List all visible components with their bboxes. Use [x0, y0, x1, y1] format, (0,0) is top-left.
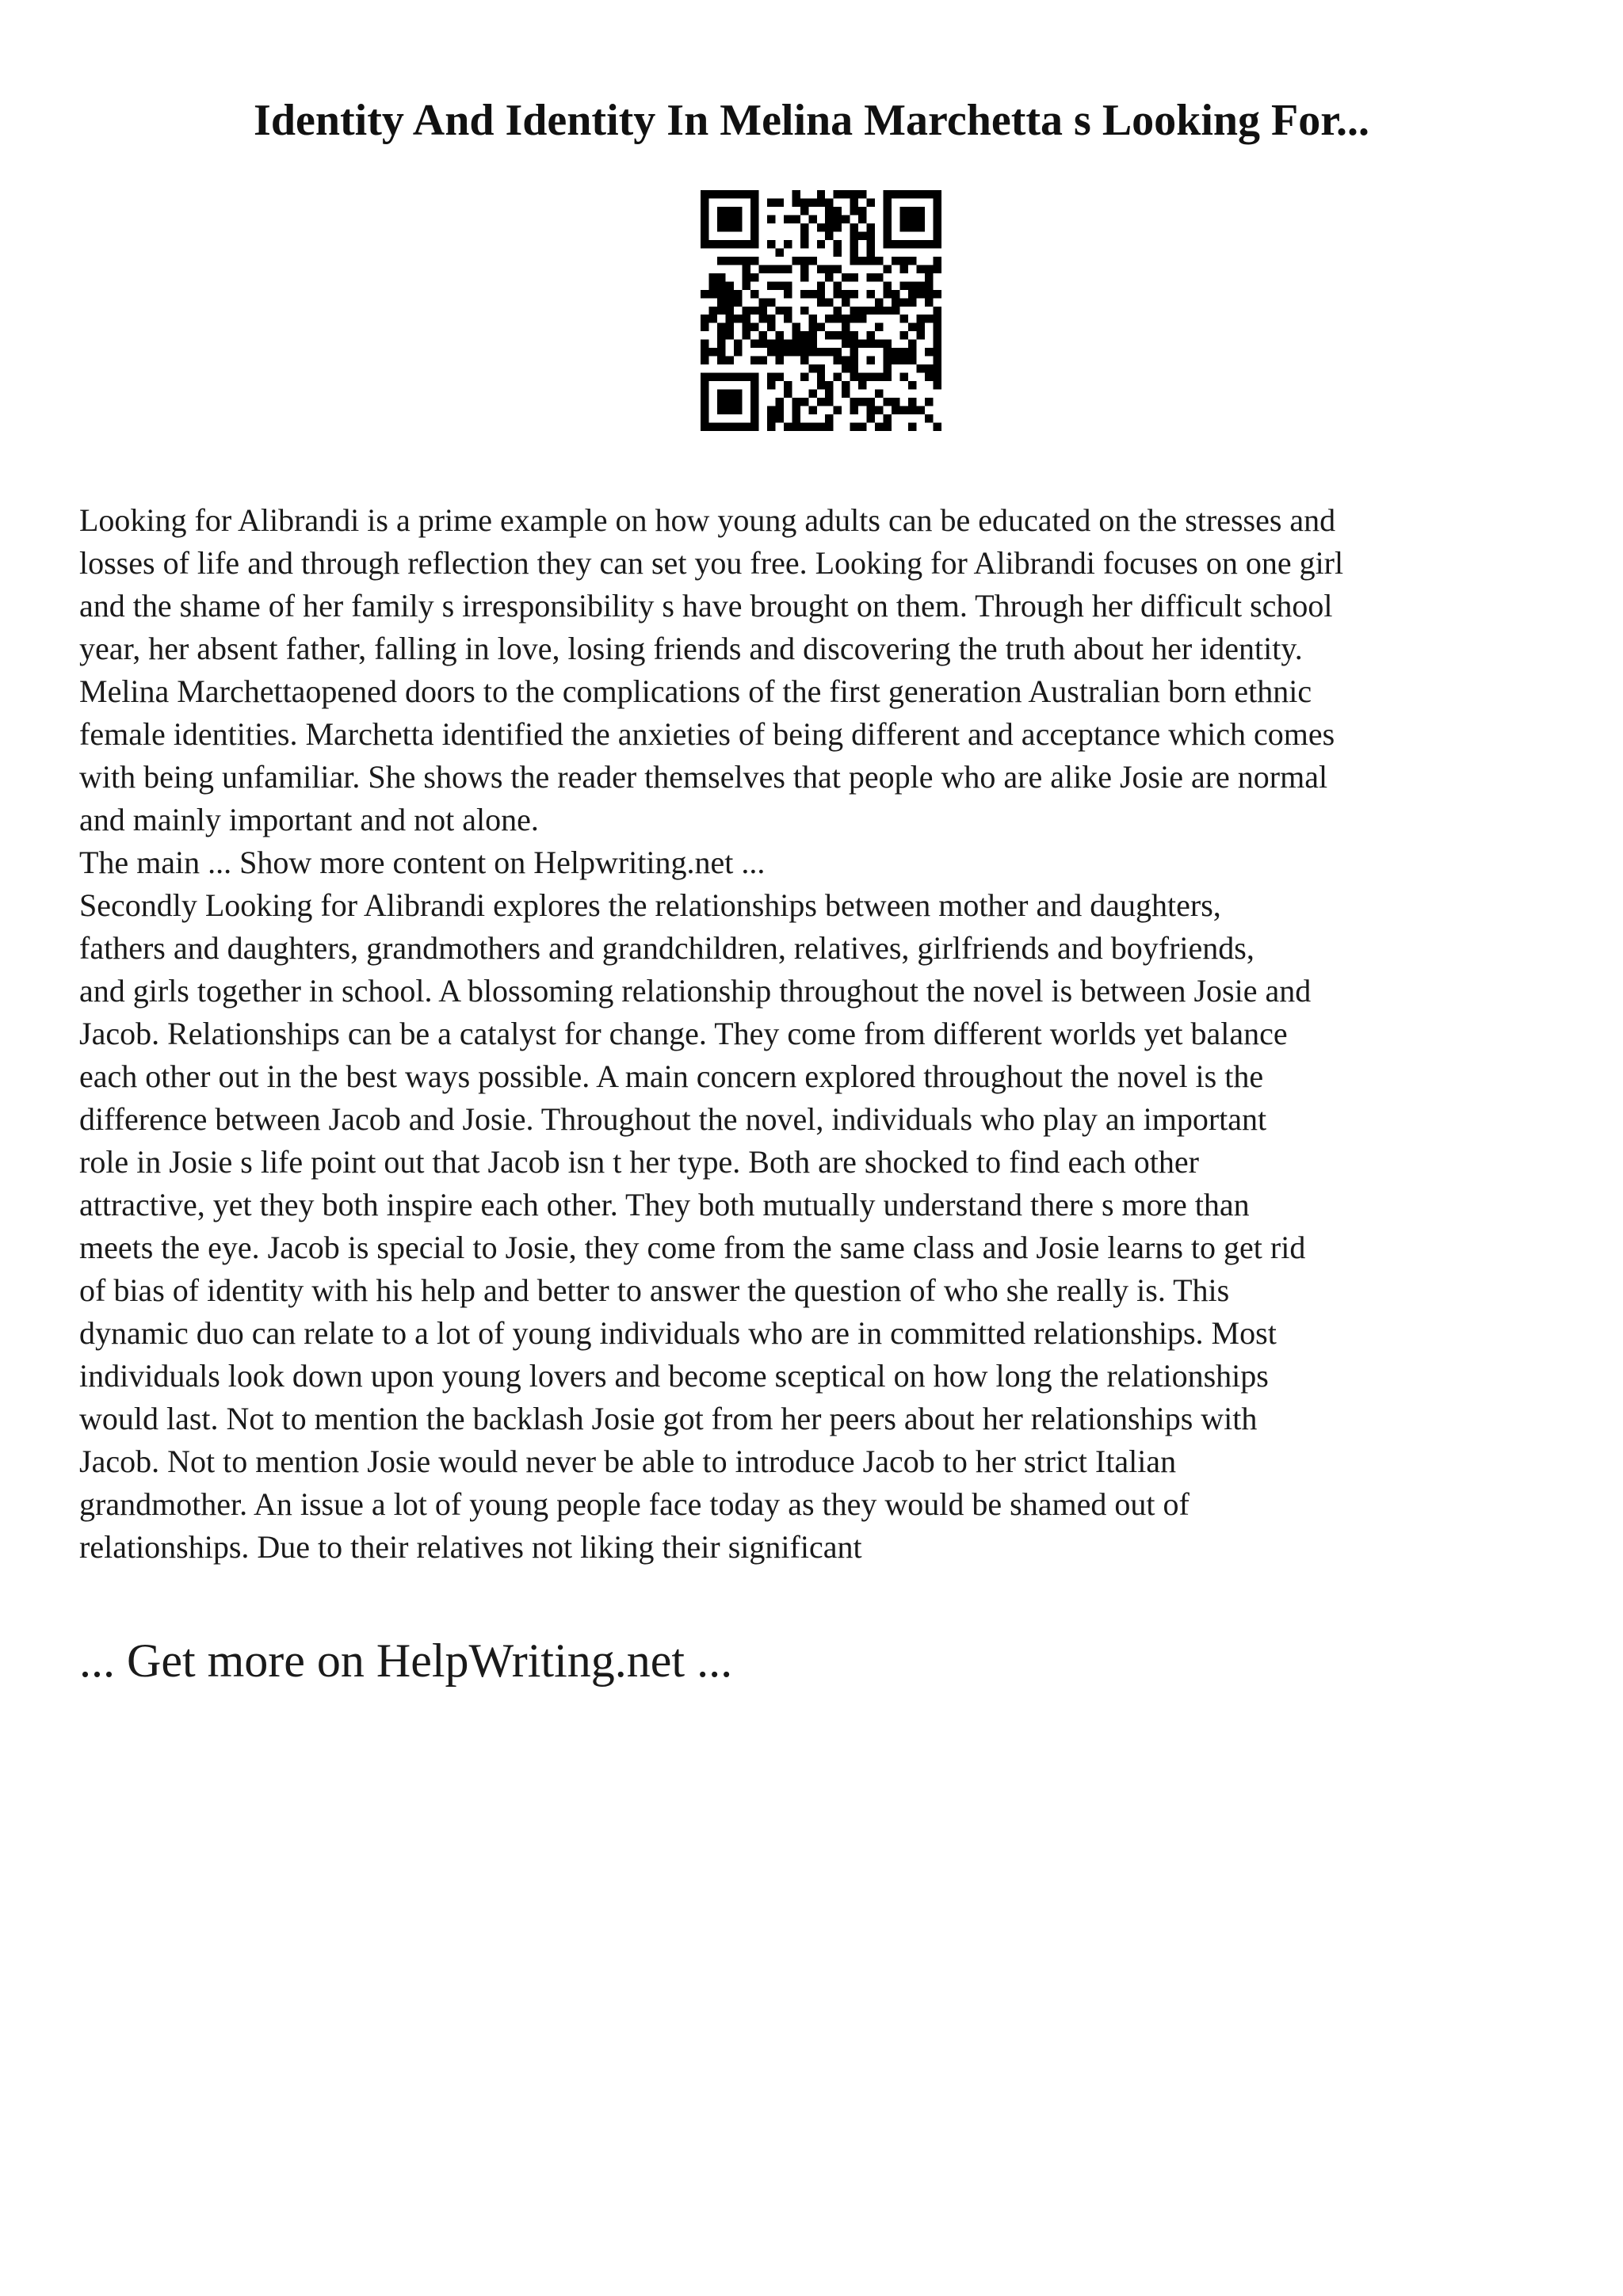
text-line: individuals look down upon young lovers and become sceptical on how long the relationships [79, 1358, 1269, 1394]
text-line: and girls together in school. A blossoming relationship throughout the novel is between Josie and [79, 973, 1312, 1009]
text-line: Secondly Looking for Alibrandi explores the relationships between mother and daughters, [79, 887, 1221, 923]
text-line: each other out in the best ways possible. A main concern explored throughout the novel is the [79, 1058, 1264, 1094]
text-line: Looking for Alibrandi is a prime example on how young adults can be educated on the stresses and [79, 502, 1336, 538]
text-line: role in Josie s life point out that Jacob isn t her type. Both are shocked to find each other [79, 1144, 1199, 1180]
text-line: of bias of identity with his help and better to answer the question of who she really is. This [79, 1272, 1230, 1308]
text-line: female identities. Marchetta identified the anxieties of being different and acceptance which comes [79, 716, 1335, 752]
document-body [79, 499, 1553, 1569]
text-line: with being unfamiliar. She shows the reader themselves that people who are alike Josie are normal [79, 759, 1328, 795]
text-line: meets the eye. Jacob is special to Josie, they come from the same class and Josie learns to get rid [79, 1230, 1306, 1265]
text-line: relationships. Due to their relatives not liking their significant [79, 1529, 862, 1565]
text-line: and mainly important and not alone. [79, 802, 539, 837]
text-line: attractive, yet they both inspire each other. They both mutually understand there s more than [79, 1187, 1250, 1222]
paragraph-2 [79, 884, 1553, 1569]
text-line: dynamic duo can relate to a lot of young individuals who are in committed relationships. Most [79, 1315, 1277, 1351]
text-line: and the shame of her family s irresponsibility s have brought on them. Through her difficult school [79, 588, 1333, 624]
text-line: would last. Not to mention the backlash Josie got from her peers about her relationships with [79, 1401, 1258, 1436]
text-line: losses of life and through reflection they can set you free. Looking for Alibrandi focuses on one girl [79, 545, 1344, 581]
get-more-link[interactable]: ... Get more on HelpWriting.net ... [79, 1634, 733, 1687]
paragraph-1 [79, 499, 1553, 841]
show-more-link[interactable]: The main ... Show more content on Helpwriting.net ... [79, 845, 766, 880]
document-title: Identity And Identity In Melina Marchetta s Looking For... [254, 96, 1369, 145]
text-line: grandmother. An issue a lot of young people face today as they would be shamed out of [79, 1486, 1190, 1522]
text-line: fathers and daughters, grandmothers and grandchildren, relatives, girlfriends and boyfriends, [79, 930, 1254, 966]
text-line: Jacob. Not to mention Josie would never be able to introduce Jacob to her strict Italian [79, 1444, 1177, 1479]
text-line: Melina Marchettaopened doors to the complications of the first generation Australian born ethnic [79, 673, 1312, 709]
text-line: year, her absent father, falling in love, losing friends and discovering the truth about her identity. [79, 631, 1303, 666]
text-line: difference between Jacob and Josie. Throughout the novel, individuals who play an important [79, 1101, 1267, 1137]
qr-code-icon [701, 190, 941, 431]
text-line: Jacob. Relationships can be a catalyst for change. They come from different worlds yet balance [79, 1016, 1288, 1051]
